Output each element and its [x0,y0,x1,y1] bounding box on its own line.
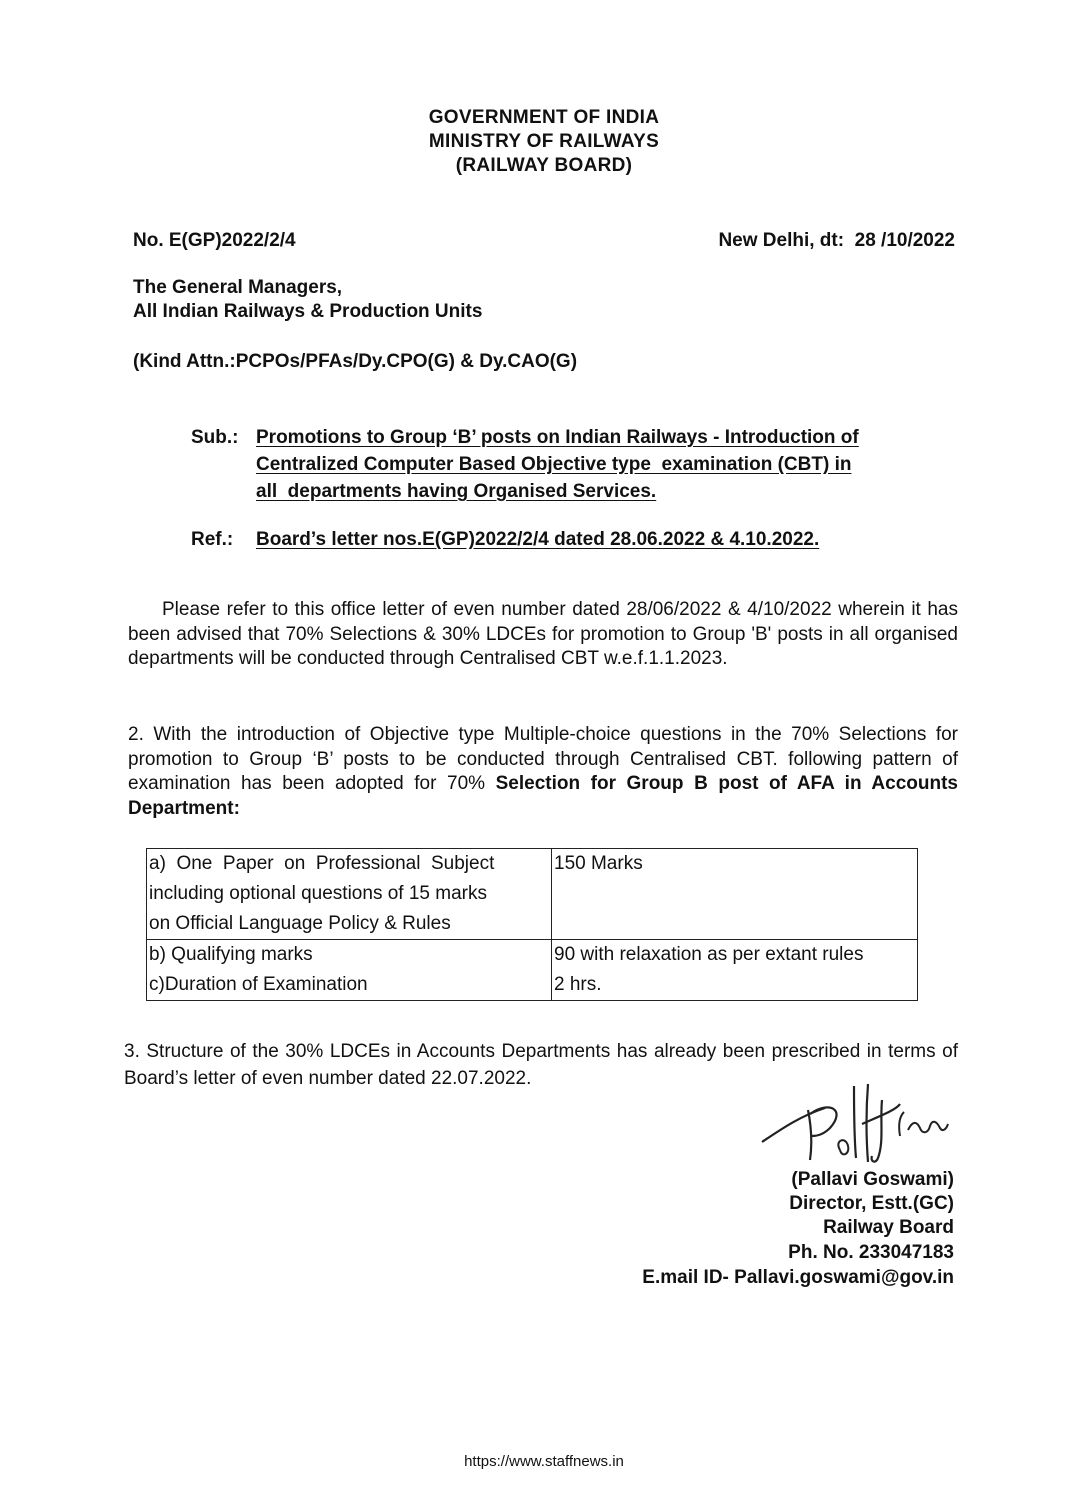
header-government: GOVERNMENT OF INDIA [428,107,660,128]
signature-scribble-icon [750,1080,970,1170]
table-row [147,849,918,940]
signatory-office: Railway Board [823,1217,954,1238]
subject-line-3: all departments having Organised Services. [256,481,657,502]
signatory-designation: Director, Estt.(GC) [789,1193,954,1214]
paragraph-2-text: 2. With the introduction of Objective type Multiple-choice questions in the 70% Selections for promotion to Group ‘B’ posts to be conducted through Centralised CBT. following pattern of examination has been adopted for 70% [128,724,958,794]
reference-label: Ref.: [191,529,234,550]
paragraph-2-bold: Selection for Group B post of AFA in Accounts Department: [128,773,958,819]
addressee-line-1: The General Managers, [133,277,343,298]
subject-label: Sub.: [191,427,239,448]
table-cell [147,849,552,940]
qualifying-marks-label: b) Qualifying marks [149,944,313,965]
header-board: (RAILWAY BOARD) [455,155,633,176]
letter-number: No. E(GP)2022/2/4 [133,230,296,251]
table-row [147,940,918,1001]
paper-line-3: on Official Language Policy & Rules [149,913,451,934]
signatory-name: (Pallavi Goswami) [791,1169,954,1190]
table-cell [552,940,918,1001]
signature [750,1080,970,1170]
paragraph-2 [128,723,958,821]
paper-line-2: including optional questions of 15 marks [149,883,487,904]
header-ministry: MINISTRY OF RAILWAYS [428,131,660,152]
subject-line-2: Centralized Computer Based Objective type examination (CBT) in [256,454,852,475]
paper-line-1: a) One Paper on Professional Subject [149,853,495,874]
letter-date: New Delhi, dt: 28 /10/2022 [718,230,955,251]
table-cell [147,940,552,1001]
table-cell [552,849,918,940]
reference-text: Board’s letter nos.E(GP)2022/2/4 dated 28.06.2022 & 4.10.2022. [256,529,820,550]
paragraph-1: Please refer to this office letter of even number dated 28/06/2022 & 4/10/2022 wherein it has been advised that 70% Selections & 30% LDCEs for promotion to Group 'B' posts in all organised departments will be conducted through Centralised CBT w.e.f.1.1.2023. [128,599,958,669]
exam-pattern-table [146,848,918,1001]
kind-attention: (Kind Attn.:PCPOs/PFAs/Dy.CPO(G) & Dy.CAO(G) [133,351,578,372]
footer-url: https://www.staffnews.in [464,1453,624,1470]
paragraph-3: 3. Structure of the 30% LDCEs in Accounts Departments has already been prescribed in terms of Board’s letter of even number dated 22.07.2022. [124,1041,958,1089]
paper-marks: 150 Marks [554,853,643,874]
signatory-phone: Ph. No. 233047183 [788,1242,954,1263]
duration-label: c)Duration of Examination [149,974,368,995]
addressee-line-2: All Indian Railways & Production Units [133,301,483,322]
subject-line-1: Promotions to Group ‘B’ posts on Indian Railways - Introduction of [256,427,859,448]
duration-value: 2 hrs. [554,974,602,995]
qualifying-marks-value: 90 with relaxation as per extant rules [554,944,864,965]
signatory-email: E.mail ID- Pallavi.goswami@gov.in [642,1267,954,1288]
